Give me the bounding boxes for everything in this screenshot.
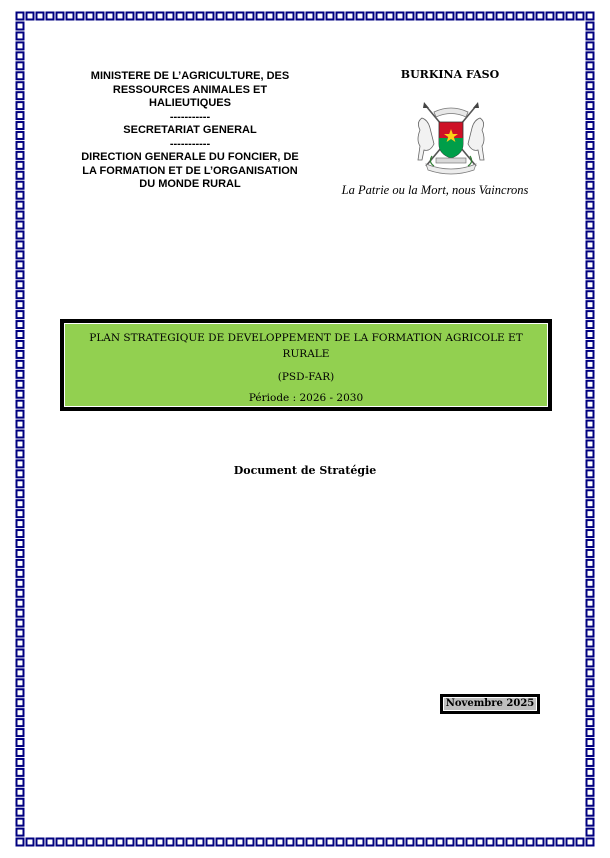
border-square — [167, 13, 174, 20]
border-square — [587, 749, 594, 756]
border-square — [17, 530, 24, 537]
border-square — [147, 839, 154, 846]
border-square — [247, 13, 254, 20]
border-square — [587, 411, 594, 418]
border-square — [467, 839, 474, 846]
border-square — [377, 13, 384, 20]
border-square — [587, 142, 594, 149]
border-square — [17, 291, 24, 298]
border-square — [17, 590, 24, 597]
border-square — [17, 102, 24, 109]
border-square — [587, 540, 594, 547]
separator-line: ----------- — [169, 137, 211, 150]
border-square — [587, 351, 594, 358]
border-square — [587, 729, 594, 736]
border-square — [587, 42, 594, 49]
border-square — [17, 241, 24, 248]
border-square — [17, 749, 24, 756]
border-square — [587, 620, 594, 627]
border-square — [267, 839, 274, 846]
border-square — [257, 839, 264, 846]
border-square — [587, 241, 594, 248]
border-square — [497, 839, 504, 846]
border-square — [587, 829, 594, 836]
border-square — [17, 769, 24, 776]
border-square — [17, 251, 24, 258]
border-square — [447, 839, 454, 846]
border-square — [437, 839, 444, 846]
direction-line: DIRECTION GENERALE DU FONCIER, DE — [81, 151, 299, 163]
border-square — [17, 152, 24, 159]
border-square — [17, 311, 24, 318]
border-square — [327, 839, 334, 846]
ministry-header — [60, 70, 320, 192]
border-square — [587, 102, 594, 109]
border-square — [17, 172, 24, 179]
border-square — [347, 13, 354, 20]
border-square — [407, 839, 414, 846]
burkina-faso-coat-of-arms-icon — [412, 100, 490, 176]
border-square — [587, 231, 594, 238]
border-square — [17, 341, 24, 348]
border-square — [587, 580, 594, 587]
border-square — [17, 261, 24, 268]
border-square — [207, 13, 214, 20]
border-square — [587, 799, 594, 806]
border-square — [17, 789, 24, 796]
border-square — [587, 570, 594, 577]
border-square — [17, 371, 24, 378]
border-square — [587, 789, 594, 796]
border-square — [587, 839, 594, 846]
title-box — [60, 319, 552, 411]
border-square — [487, 13, 494, 20]
border-square — [447, 13, 454, 20]
border-square — [587, 212, 594, 219]
border-square — [587, 500, 594, 507]
border-square — [17, 510, 24, 517]
border-square — [17, 560, 24, 567]
border-square — [17, 450, 24, 457]
border-square — [157, 839, 164, 846]
border-square — [267, 13, 274, 20]
border-square — [587, 62, 594, 69]
border-square — [107, 839, 114, 846]
border-square — [17, 142, 24, 149]
border-square — [497, 13, 504, 20]
border-square — [287, 839, 294, 846]
border-square — [547, 839, 554, 846]
border-square — [117, 13, 124, 20]
border-square — [587, 192, 594, 199]
border-square — [17, 580, 24, 587]
border-square — [587, 590, 594, 597]
border-square — [417, 13, 424, 20]
border-square — [477, 13, 484, 20]
date-box — [440, 694, 540, 714]
border-square — [587, 391, 594, 398]
border-square — [67, 13, 74, 20]
border-square — [17, 570, 24, 577]
border-square — [17, 729, 24, 736]
border-square — [587, 162, 594, 169]
border-square — [587, 112, 594, 119]
border-square — [587, 301, 594, 308]
document-type: Document de Stratégie — [233, 464, 377, 477]
border-square — [127, 839, 134, 846]
border-square — [17, 679, 24, 686]
border-square — [237, 13, 244, 20]
border-square — [587, 321, 594, 328]
border-square — [17, 799, 24, 806]
border-square — [27, 839, 34, 846]
ministry-line: HALIEUTIQUES — [149, 97, 231, 109]
border-square — [527, 839, 534, 846]
document-period: Période : 2026 - 2030 — [248, 392, 364, 404]
border-square — [17, 361, 24, 368]
border-square — [317, 839, 324, 846]
border-square — [237, 839, 244, 846]
border-square — [17, 630, 24, 637]
border-square — [17, 610, 24, 617]
border-square — [577, 839, 584, 846]
border-square — [17, 649, 24, 656]
border-square — [587, 421, 594, 428]
border-square — [587, 172, 594, 179]
border-square — [397, 13, 404, 20]
border-square — [17, 281, 24, 288]
border-square — [77, 839, 84, 846]
secretariat-line: SECRETARIAT GENERAL — [123, 124, 257, 136]
border-square — [17, 212, 24, 219]
border-square — [587, 490, 594, 497]
border-square — [587, 291, 594, 298]
border-square — [587, 72, 594, 79]
border-square — [307, 13, 314, 20]
border-square — [387, 839, 394, 846]
border-square — [157, 13, 164, 20]
border-square — [17, 719, 24, 726]
border-square — [17, 440, 24, 447]
border-square — [587, 381, 594, 388]
border-square — [87, 839, 94, 846]
border-square — [587, 640, 594, 647]
border-square — [137, 13, 144, 20]
border-square — [547, 13, 554, 20]
border-square — [227, 839, 234, 846]
border-square — [217, 839, 224, 846]
title-box-content — [64, 323, 548, 407]
border-square — [307, 839, 314, 846]
border-square — [247, 839, 254, 846]
border-square — [587, 709, 594, 716]
border-square — [587, 251, 594, 258]
border-square — [17, 759, 24, 766]
border-square — [507, 13, 514, 20]
border-square — [557, 839, 564, 846]
border-square — [587, 331, 594, 338]
border-square — [587, 520, 594, 527]
border-square — [527, 13, 534, 20]
border-square — [17, 411, 24, 418]
border-square — [17, 132, 24, 139]
ministry-line: RESSOURCES ANIMALES ET — [112, 83, 268, 96]
border-square — [77, 13, 84, 20]
border-square — [227, 13, 234, 20]
border-square — [137, 839, 144, 846]
border-square — [17, 72, 24, 79]
border-square — [587, 361, 594, 368]
border-square — [467, 13, 474, 20]
border-square — [587, 550, 594, 557]
border-square — [17, 431, 24, 438]
border-square — [387, 13, 394, 20]
border-square — [17, 550, 24, 557]
border-square — [197, 13, 204, 20]
border-square — [587, 560, 594, 567]
border-square — [587, 401, 594, 408]
border-square — [397, 839, 404, 846]
country-name: BURKINA FASO — [400, 68, 500, 81]
border-square — [587, 82, 594, 89]
border-square — [357, 839, 364, 846]
border-square — [427, 13, 434, 20]
border-square — [17, 202, 24, 209]
border-square — [587, 610, 594, 617]
border-square — [217, 13, 224, 20]
border-square — [337, 13, 344, 20]
border-square — [17, 620, 24, 627]
border-square — [17, 82, 24, 89]
border-square — [17, 739, 24, 746]
border-square — [567, 13, 574, 20]
border-square — [37, 13, 44, 20]
border-square — [27, 13, 34, 20]
border-square — [57, 13, 64, 20]
border-square — [17, 351, 24, 358]
border-square — [17, 231, 24, 238]
border-square — [587, 719, 594, 726]
border-square — [457, 839, 464, 846]
direction-line: DU MONDE RURAL — [139, 178, 241, 190]
border-square — [17, 600, 24, 607]
border-square — [17, 779, 24, 786]
border-square — [587, 152, 594, 159]
border-square — [587, 281, 594, 288]
border-square — [477, 839, 484, 846]
border-square — [17, 520, 24, 527]
border-square — [587, 341, 594, 348]
border-square — [67, 839, 74, 846]
border-square — [587, 699, 594, 706]
border-square — [587, 779, 594, 786]
border-square — [197, 839, 204, 846]
national-motto: La Patrie ou la Mort, nous Vaincrons — [341, 183, 529, 197]
border-square — [17, 112, 24, 119]
document-title: PLAN STRATEGIQUE DE DEVELOPPEMENT DE LA FORMATION AGRICOLE ET RURALE — [89, 332, 523, 360]
border-square — [47, 839, 54, 846]
border-square — [487, 839, 494, 846]
border-square — [17, 839, 24, 846]
border-square — [587, 480, 594, 487]
border-square — [17, 709, 24, 716]
border-square — [17, 331, 24, 338]
border-square — [17, 271, 24, 278]
border-square — [17, 42, 24, 49]
border-square — [587, 92, 594, 99]
border-square — [587, 649, 594, 656]
border-square — [587, 222, 594, 229]
border-square — [177, 839, 184, 846]
border-square — [17, 490, 24, 497]
border-square — [517, 839, 524, 846]
border-square — [587, 132, 594, 139]
border-square — [177, 13, 184, 20]
border-square — [337, 839, 344, 846]
border-square — [47, 13, 54, 20]
border-square — [147, 13, 154, 20]
border-square — [587, 122, 594, 129]
border-square — [587, 630, 594, 637]
border-square — [587, 600, 594, 607]
border-square — [587, 32, 594, 39]
border-square — [357, 13, 364, 20]
border-square — [587, 669, 594, 676]
border-square — [97, 13, 104, 20]
border-square — [587, 13, 594, 20]
border-square — [17, 381, 24, 388]
border-square — [187, 839, 194, 846]
border-square — [287, 13, 294, 20]
border-square — [297, 839, 304, 846]
border-square — [187, 13, 194, 20]
border-square — [17, 162, 24, 169]
border-square — [587, 510, 594, 517]
border-square — [17, 540, 24, 547]
border-square — [587, 431, 594, 438]
border-square — [587, 311, 594, 318]
border-square — [587, 450, 594, 457]
border-square — [587, 739, 594, 746]
border-square — [377, 839, 384, 846]
border-square — [17, 122, 24, 129]
border-square — [17, 222, 24, 229]
border-square — [17, 13, 24, 20]
border-square — [277, 13, 284, 20]
border-square — [127, 13, 134, 20]
border-square — [537, 13, 544, 20]
border-square — [587, 23, 594, 30]
border-square — [587, 271, 594, 278]
border-square — [587, 261, 594, 268]
border-square — [17, 401, 24, 408]
border-square — [37, 839, 44, 846]
border-square — [587, 530, 594, 537]
border-square — [587, 440, 594, 447]
border-square — [17, 182, 24, 189]
border-square — [17, 699, 24, 706]
border-square — [567, 839, 574, 846]
border-square — [97, 839, 104, 846]
border-square — [587, 182, 594, 189]
border-square — [17, 301, 24, 308]
border-square — [17, 421, 24, 428]
border-square — [457, 13, 464, 20]
border-square — [297, 13, 304, 20]
border-square — [367, 13, 374, 20]
border-square — [107, 13, 114, 20]
border-square — [587, 759, 594, 766]
border-square — [57, 839, 64, 846]
border-square — [17, 52, 24, 59]
border-square — [17, 500, 24, 507]
border-square — [17, 829, 24, 836]
border-square — [87, 13, 94, 20]
border-square — [17, 391, 24, 398]
border-square — [277, 839, 284, 846]
document-acronym: (PSD-FAR) — [277, 371, 335, 383]
border-square — [207, 839, 214, 846]
border-square — [367, 839, 374, 846]
document-date: Novembre 2025 — [445, 698, 535, 709]
border-square — [257, 13, 264, 20]
border-square — [587, 809, 594, 816]
border-square — [407, 13, 414, 20]
border-square — [327, 13, 334, 20]
border-square — [427, 839, 434, 846]
border-square — [587, 689, 594, 696]
border-square — [167, 839, 174, 846]
border-square — [17, 23, 24, 30]
border-square — [17, 819, 24, 826]
border-square — [517, 13, 524, 20]
border-square — [587, 679, 594, 686]
border-square — [17, 321, 24, 328]
border-square — [537, 839, 544, 846]
border-square — [587, 371, 594, 378]
border-square — [17, 640, 24, 647]
border-square — [507, 839, 514, 846]
border-square — [17, 669, 24, 676]
border-square — [587, 769, 594, 776]
border-square — [17, 92, 24, 99]
border-square — [17, 32, 24, 39]
separator-line: ----------- — [169, 110, 211, 123]
border-square — [557, 13, 564, 20]
ministry-line: MINISTERE DE L’AGRICULTURE, DES — [90, 70, 290, 82]
border-square — [347, 839, 354, 846]
border-square — [437, 13, 444, 20]
border-square — [17, 192, 24, 199]
direction-line: LA FORMATION ET DE L’ORGANISATION — [82, 164, 298, 177]
border-square — [17, 689, 24, 696]
border-square — [117, 839, 124, 846]
border-square — [577, 13, 584, 20]
border-square — [17, 809, 24, 816]
border-square — [17, 480, 24, 487]
border-square — [587, 659, 594, 666]
border-square — [587, 819, 594, 826]
border-square — [17, 659, 24, 666]
border-square — [417, 839, 424, 846]
border-square — [317, 13, 324, 20]
border-square — [17, 62, 24, 69]
border-square — [587, 202, 594, 209]
border-square — [587, 52, 594, 59]
